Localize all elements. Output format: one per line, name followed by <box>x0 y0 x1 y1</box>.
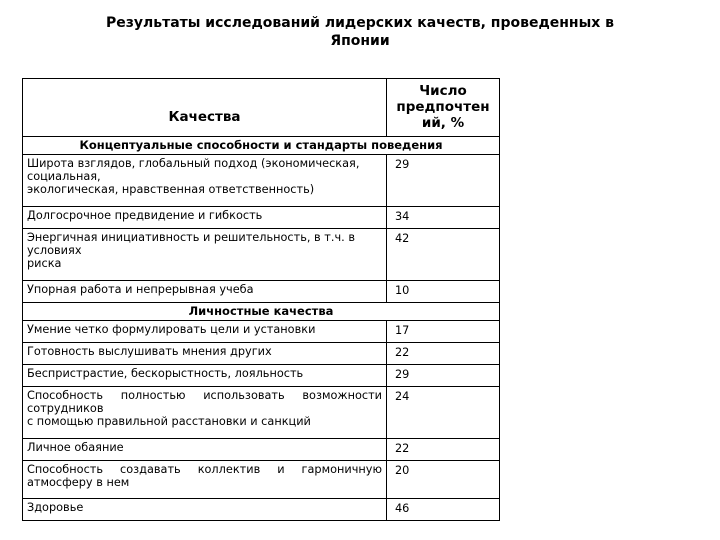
quality-cell <box>23 439 387 461</box>
cell-line: Способность создавать коллектив и гармоничную <box>27 463 382 476</box>
cell-line: Энергичная инициативность и решительность, в т.ч. в <box>27 231 355 244</box>
header-count <box>387 79 500 137</box>
section-row <box>23 303 500 321</box>
cell-line: Личное обаяние <box>27 441 124 454</box>
cell-line: Способность полностью использовать возможности <box>27 389 382 402</box>
quality-cell <box>23 281 387 303</box>
table-row <box>23 343 500 365</box>
header-quality: Качества <box>23 79 387 137</box>
quality-cell <box>23 365 387 387</box>
value-cell: 20 <box>387 461 500 499</box>
cell-line: с помощью правильной расстановки и санкций <box>27 415 311 428</box>
value-cell: 34 <box>387 207 500 229</box>
value-cell: 29 <box>387 365 500 387</box>
cell-line: атмосферу в нем <box>27 476 130 489</box>
value-cell: 29 <box>387 155 500 207</box>
table-row <box>23 321 500 343</box>
table-row <box>23 155 500 207</box>
value-cell: 17 <box>387 321 500 343</box>
cell-line: условиях <box>27 244 82 257</box>
value-cell: 22 <box>387 343 500 365</box>
quality-cell <box>23 321 387 343</box>
cell-line: социальная, <box>27 170 101 183</box>
cell-line: Долгосрочное предвидение и гибкость <box>27 209 263 222</box>
cell-line: Готовность выслушивать мнения других <box>27 345 272 358</box>
cell-line: Здоровье <box>27 501 84 514</box>
value-cell: 46 <box>387 499 500 521</box>
quality-cell <box>23 229 387 281</box>
table-row <box>23 461 500 499</box>
quality-cell <box>23 155 387 207</box>
quality-cell <box>23 387 387 439</box>
quality-cell <box>23 343 387 365</box>
quality-cell <box>23 461 387 499</box>
title-line-1: Результаты исследований лидерских качеств, проведенных в <box>105 15 615 31</box>
table-row <box>23 439 500 461</box>
table-row <box>23 499 500 521</box>
cell-line: сотрудников <box>27 402 104 415</box>
header-count-line-3: ий, % <box>421 115 465 131</box>
cell-line: Широта взглядов, глобальный подход (экономическая, <box>27 157 360 170</box>
header-row <box>23 79 500 137</box>
title-line-2: Японии <box>330 33 390 49</box>
table-row <box>23 207 500 229</box>
header-count-line-1: Число <box>419 83 467 99</box>
value-cell: 24 <box>387 387 500 439</box>
table-row <box>23 387 500 439</box>
table-row <box>23 281 500 303</box>
value-cell: 22 <box>387 439 500 461</box>
table-row <box>23 229 500 281</box>
cell-line: экологическая, нравственная ответственность) <box>27 183 315 196</box>
cell-line: Беспристрастие, бескорыстность, лояльность <box>27 367 304 380</box>
section-title: Концептуальные способности и стандарты поведения <box>23 137 500 155</box>
cell-line: риска <box>27 257 62 270</box>
leadership-qualities-table <box>22 78 500 521</box>
table-row <box>23 365 500 387</box>
section-title: Личностные качества <box>23 303 500 321</box>
cell-line: Умение четко формулировать цели и установки <box>27 323 316 336</box>
document-title <box>80 14 640 50</box>
quality-cell <box>23 207 387 229</box>
value-cell: 42 <box>387 229 500 281</box>
value-cell: 10 <box>387 281 500 303</box>
section-row <box>23 137 500 155</box>
cell-line: Упорная работа и непрерывная учеба <box>27 283 254 296</box>
header-count-line-2: предпочтен <box>396 99 490 115</box>
quality-cell <box>23 499 387 521</box>
